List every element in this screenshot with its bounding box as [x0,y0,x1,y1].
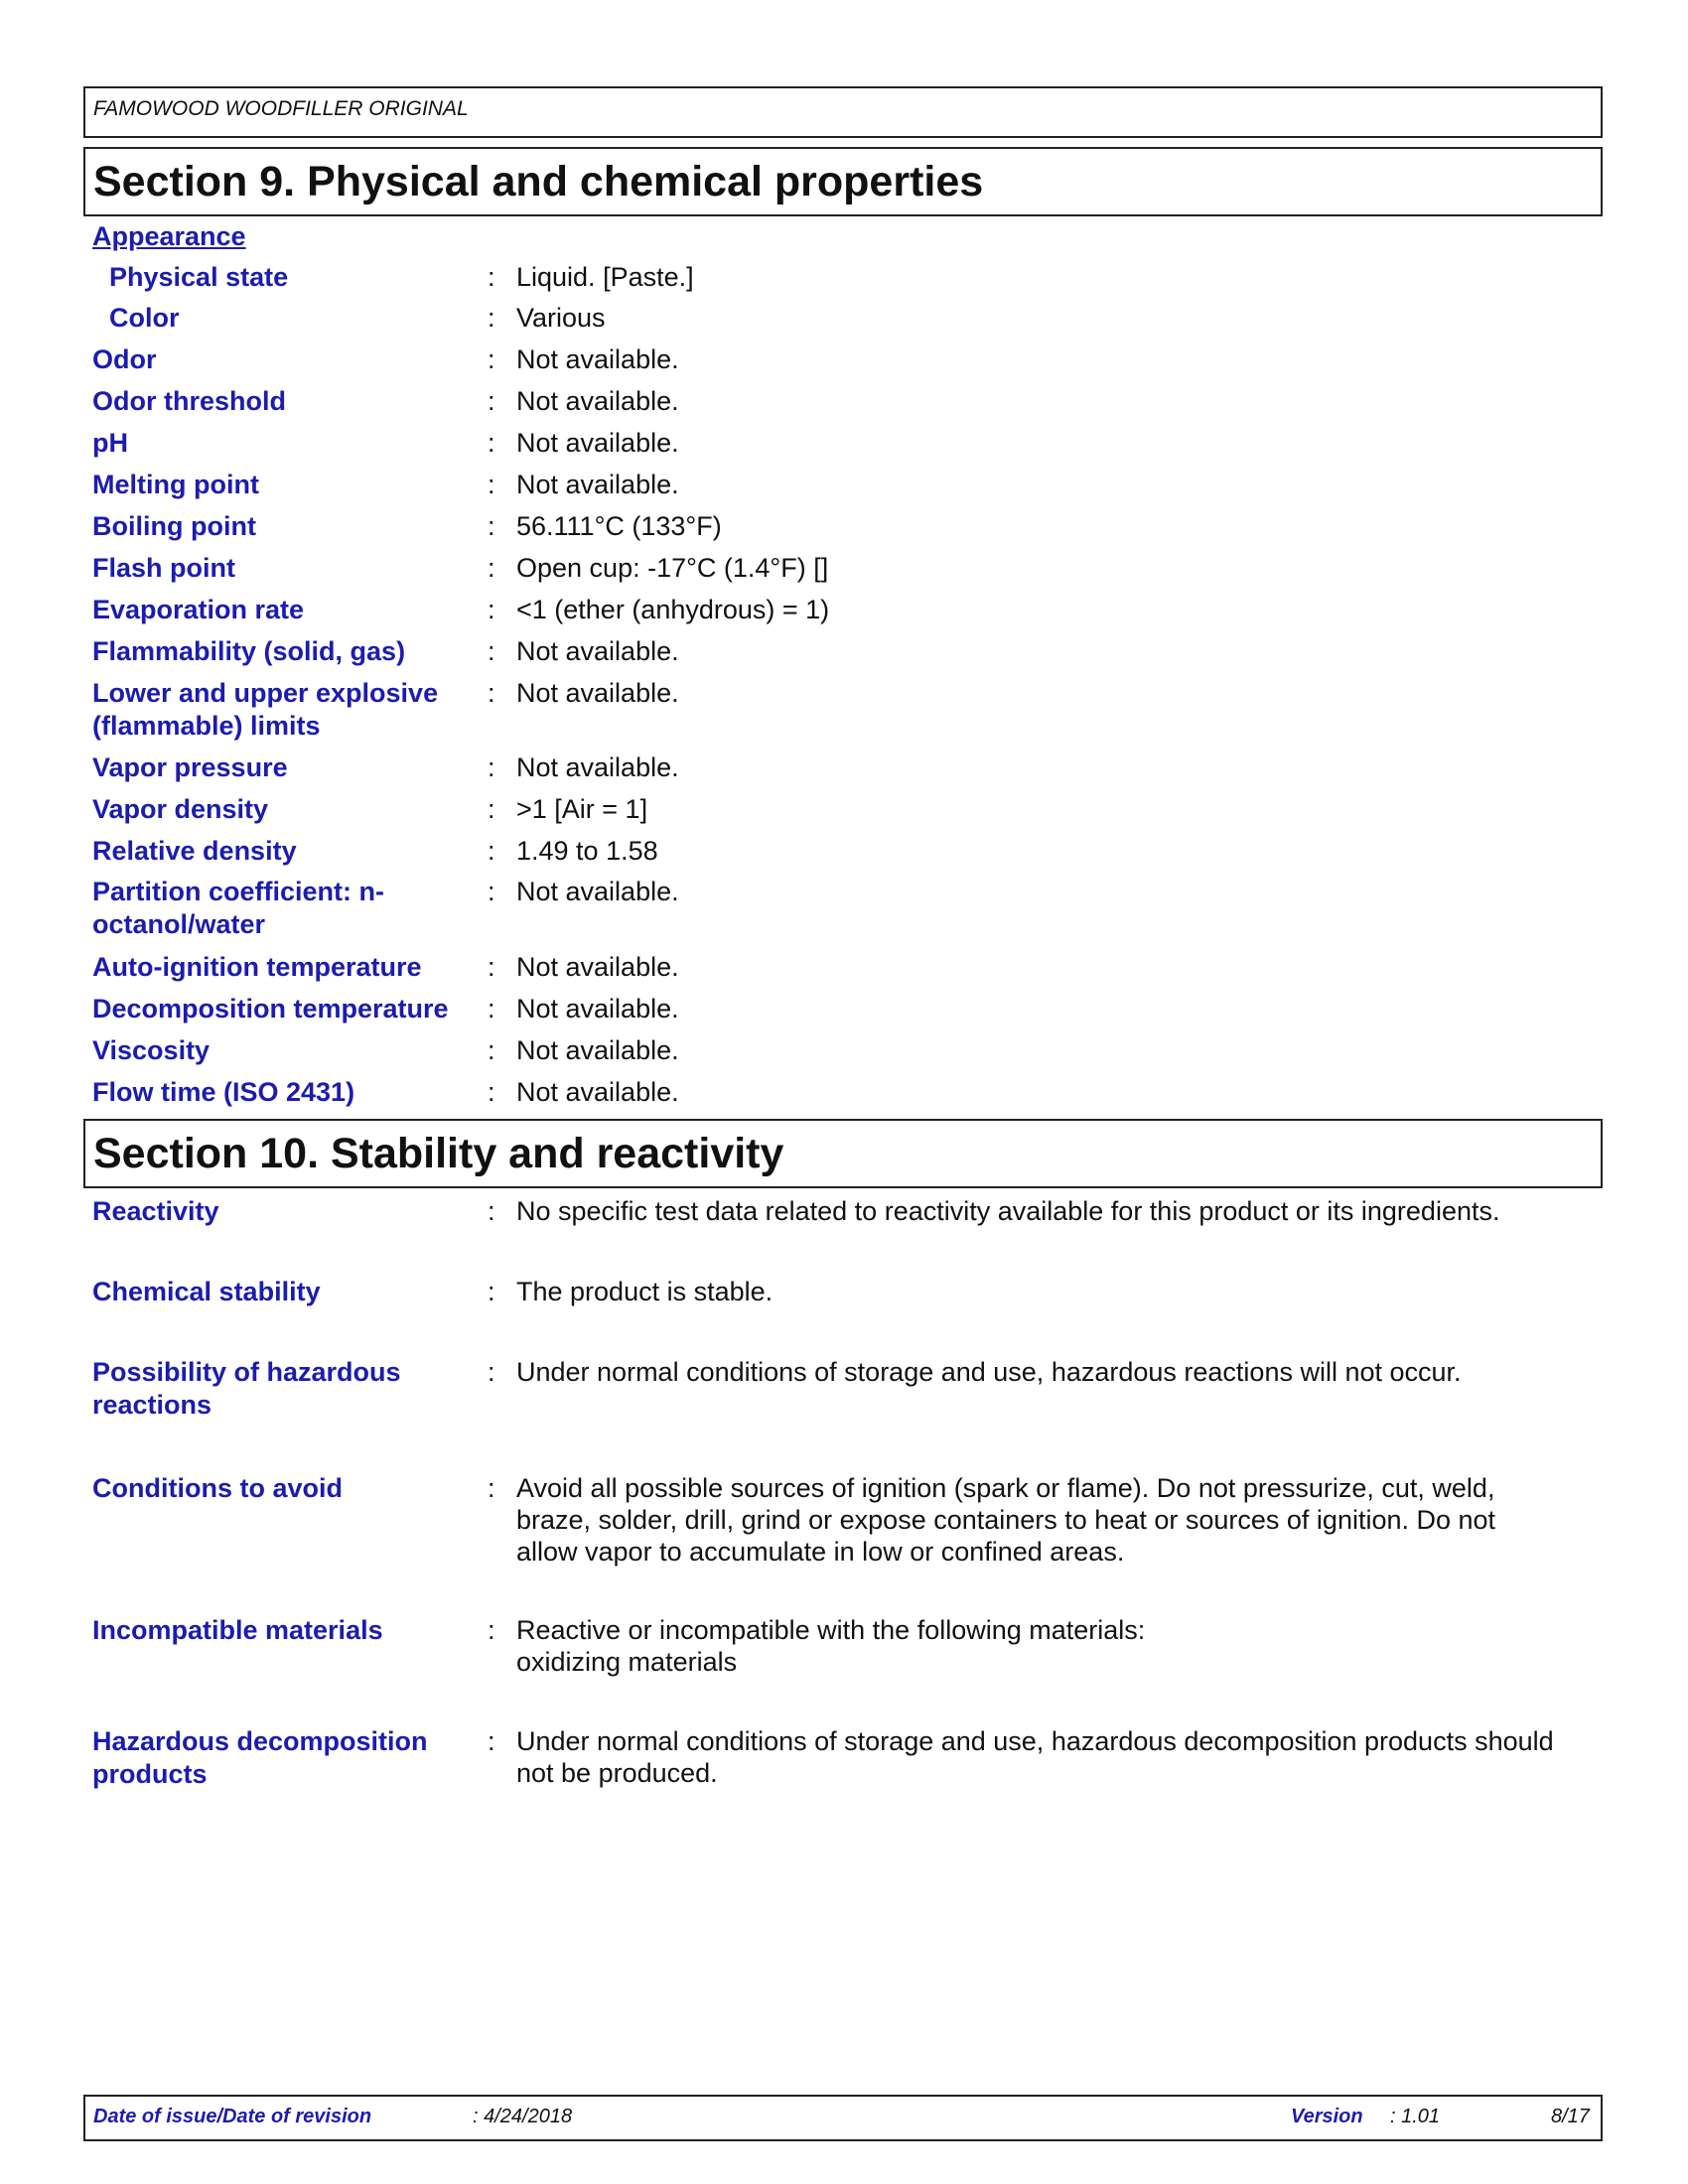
label-hazardous-reactions: Possibility of hazardous reactions [92,1357,401,1420]
footer-date-value: : 4/24/2018 [473,2106,573,2127]
value-evaporation-rate: <1 (ether (anhydrous) = 1) [516,595,830,624]
colon: : [488,553,495,583]
footer-version-value: : 1.01 [1390,2106,1441,2127]
label-partition-coefficient: Partition coefficient: n- octanol/water [92,877,385,939]
section-10-header [83,1119,1603,1188]
label-reactivity: Reactivity [92,1196,219,1226]
label-decomposition-temperature: Decomposition temperature [92,994,449,1024]
colon: : [488,877,495,906]
colon: : [488,428,495,458]
product-header [83,86,1603,138]
value-chemical-stability: The product is stable. [516,1277,774,1306]
label-melting-point: Melting point [92,470,259,499]
value-vapor-pressure: Not available. [516,752,679,782]
label-physical-state: Physical state [109,262,289,292]
colon: : [488,1357,495,1387]
footer-page-number: 8/17 [1551,2106,1590,2127]
label-boiling-point: Boiling point [92,511,256,541]
colon: : [488,303,495,333]
label-flammability: Flammability (solid, gas) [92,636,406,666]
value-auto-ignition: Not available. [516,952,679,982]
value-relative-density: 1.49 to 1.58 [516,836,658,866]
value-ph: Not available. [516,428,679,458]
colon: : [488,794,495,824]
section-9-title: Section 9. Physical and chemical properties [93,158,984,205]
footer [83,2095,1603,2141]
label-hazardous-decomposition: Hazardous decomposition products [92,1726,428,1789]
colon: : [488,595,495,624]
colon: : [488,262,495,292]
value-physical-state: Liquid. [Paste.] [516,262,694,292]
colon: : [488,1196,495,1226]
colon: : [488,994,495,1024]
value-flow-time: Not available. [516,1077,679,1107]
footer-date-label: Date of issue/Date of revision [93,2106,372,2127]
value-reactivity: No specific test data related to reactivity available for this product or its ingredients. [516,1196,1500,1226]
colon: : [488,752,495,782]
label-ph: pH [92,428,128,458]
value-partition-coefficient: Not available. [516,877,679,906]
value-vapor-density: >1 [Air = 1] [516,794,648,824]
label-conditions-to-avoid: Conditions to avoid [92,1473,343,1503]
label-odor: Odor [92,344,157,374]
value-boiling-point: 56.111°C (133°F) [516,511,722,541]
colon: : [488,1277,495,1306]
label-chemical-stability: Chemical stability [92,1277,321,1306]
colon: : [488,636,495,666]
label-incompatible-materials: Incompatible materials [92,1615,383,1645]
label-flow-time: Flow time (ISO 2431) [92,1077,355,1107]
label-auto-ignition: Auto-ignition temperature [92,952,422,982]
value-odor: Not available. [516,344,679,374]
colon: : [488,678,495,708]
colon: : [488,511,495,541]
section-9-header [83,147,1603,216]
colon: : [488,470,495,499]
label-viscosity: Viscosity [92,1035,211,1065]
footer-version-label: Version [1291,2106,1363,2127]
product-name: FAMOWOOD WOODFILLER ORIGINAL [93,97,469,120]
colon: : [488,1615,495,1645]
label-flash-point: Flash point [92,553,235,583]
label-vapor-density: Vapor density [92,794,269,824]
colon: : [488,836,495,866]
value-decomposition-temperature: Not available. [516,994,679,1024]
colon: : [488,952,495,982]
label-relative-density: Relative density [92,836,297,866]
value-flash-point: Open cup: -17°C (1.4°F) [] [516,553,829,583]
value-odor-threshold: Not available. [516,386,679,416]
colon: : [488,1035,495,1065]
colon: : [488,1077,495,1107]
value-flammability: Not available. [516,636,679,666]
label-evaporation-rate: Evaporation rate [92,595,305,624]
value-explosive-limits: Not available. [516,678,679,708]
appearance-link[interactable]: Appearance [92,221,246,251]
value-hazardous-decomposition: Under normal conditions of storage and use, hazardous decomposition products should not be produced. [516,1726,1554,1788]
colon: : [488,386,495,416]
value-color: Various [516,303,606,333]
label-vapor-pressure: Vapor pressure [92,752,288,782]
value-melting-point: Not available. [516,470,679,499]
value-hazardous-reactions: Under normal conditions of storage and use, hazardous reactions will not occur. [516,1357,1462,1387]
value-incompatible-materials: Reactive or incompatible with the following materials: oxidizing materials [516,1615,1146,1677]
label-color: Color [109,303,180,333]
label-odor-threshold: Odor threshold [92,386,286,416]
colon: : [488,1726,495,1756]
value-viscosity: Not available. [516,1035,679,1065]
section-10-title: Section 10. Stability and reactivity [93,1130,784,1177]
colon: : [488,344,495,374]
value-conditions-to-avoid: Avoid all possible sources of ignition (spark or flame). Do not pressurize, cut, weld, braze, solder, drill, grind or expose containers to heat or sources of ignition. Do not allow vapor to accumulate in low or confined areas. [516,1473,1496,1567]
colon: : [488,1473,495,1503]
label-explosive-limits: Lower and upper explosive (flammable) limits [92,678,439,741]
